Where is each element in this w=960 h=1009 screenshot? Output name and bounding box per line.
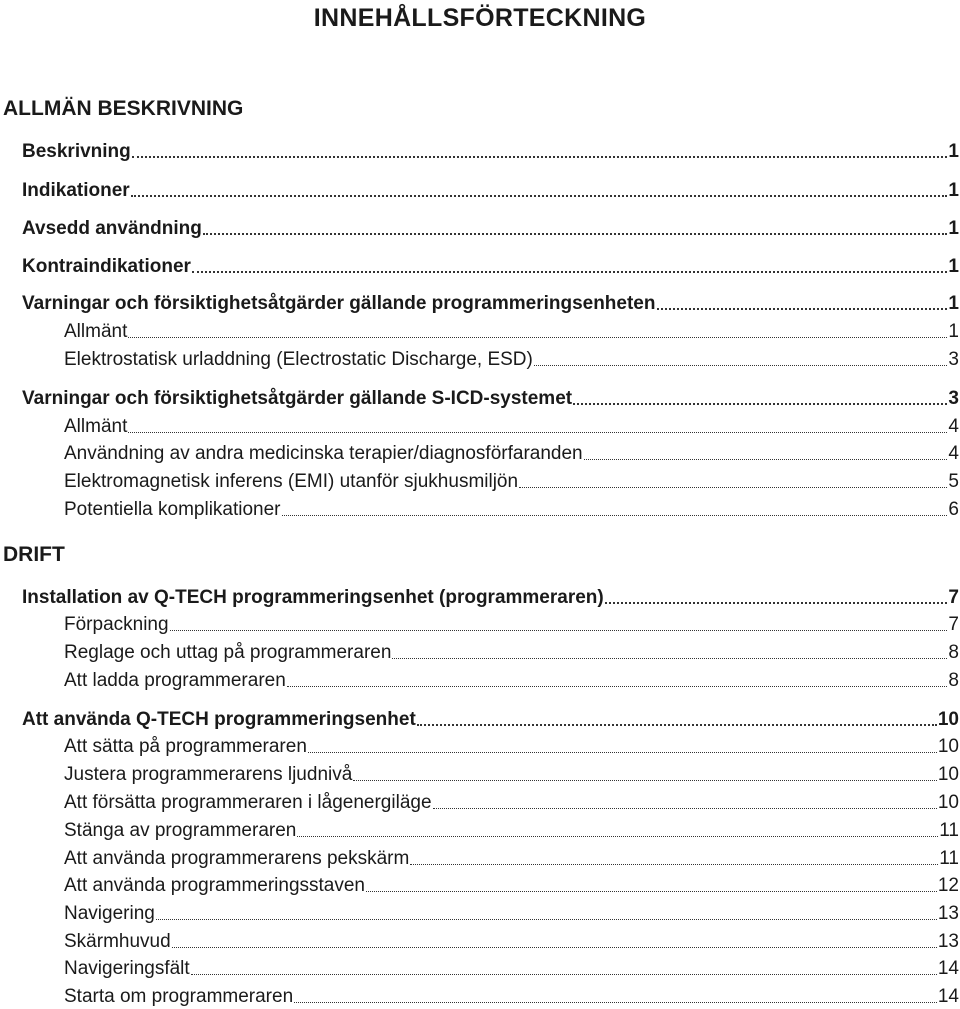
toc-subentry[interactable]: Navigering 13 — [64, 903, 959, 924]
toc-entry[interactable]: Att använda Q-TECH programmeringsenhet 10 — [22, 709, 959, 730]
toc-subentry[interactable]: Allmänt 1 — [64, 321, 959, 342]
toc-entry[interactable]: Avsedd användning 1 — [22, 218, 959, 239]
toc-entry[interactable]: Kontraindikationer 1 — [22, 256, 959, 277]
toc-subentry[interactable]: Att sätta på programmeraren 10 — [64, 736, 959, 757]
toc-subentry[interactable]: Allmänt 4 — [64, 416, 959, 437]
toc-entry[interactable]: Indikationer 1 — [22, 180, 959, 201]
toc-subentry[interactable]: Förpackning 7 — [64, 614, 959, 635]
toc-subentry[interactable]: Stänga av programmeraren 11 — [64, 820, 959, 841]
page-title: INNEHÅLLSFÖRTECKNING — [313, 4, 647, 32]
toc-subentry[interactable]: Att använda programmeringsstaven 12 — [64, 875, 959, 896]
toc-entry[interactable]: Installation av Q-TECH programmeringsenhet (programmeraren) 7 — [22, 587, 959, 608]
toc-subentry[interactable]: Att ladda programmeraren 8 — [64, 670, 959, 691]
toc-subentry[interactable]: Att använda programmerarens pekskärm 11 — [64, 848, 959, 869]
toc-subentry[interactable]: Starta om programmeraren 14 — [64, 986, 959, 1007]
toc-entry[interactable]: Varningar och försiktighetsåtgärder gällande S-ICD-systemet 3 — [22, 388, 959, 409]
toc-subentry[interactable]: Elektromagnetisk inferens (EMI) utanför sjukhusmiljön 5 — [64, 471, 959, 492]
toc-subentry[interactable]: Potentiella komplikationer 6 — [64, 499, 959, 520]
section-heading-drift: DRIFT — [3, 543, 65, 566]
toc-subentry[interactable]: Justera programmerarens ljudnivå 10 — [64, 764, 959, 785]
toc-subentry[interactable]: Att försätta programmeraren i lågenergiläge 10 — [64, 792, 959, 813]
toc-subentry[interactable]: Elektrostatisk urladdning (Electrostatic Discharge, ESD) 3 — [64, 349, 959, 370]
toc-entry[interactable]: Beskrivning 1 — [22, 141, 959, 162]
toc-subentry[interactable]: Navigeringsfält 14 — [64, 958, 959, 979]
toc-subentry[interactable]: Skärmhuvud 13 — [64, 931, 959, 952]
toc-subentry[interactable]: Användning av andra medicinska terapier/diagnosförfaranden 4 — [64, 443, 959, 464]
toc-entry[interactable]: Varningar och försiktighetsåtgärder gällande programmeringsenheten 1 — [22, 293, 959, 314]
toc-subentry[interactable]: Reglage och uttag på programmeraren 8 — [64, 642, 959, 663]
section-heading-allman: ALLMÄN BESKRIVNING — [3, 97, 244, 120]
